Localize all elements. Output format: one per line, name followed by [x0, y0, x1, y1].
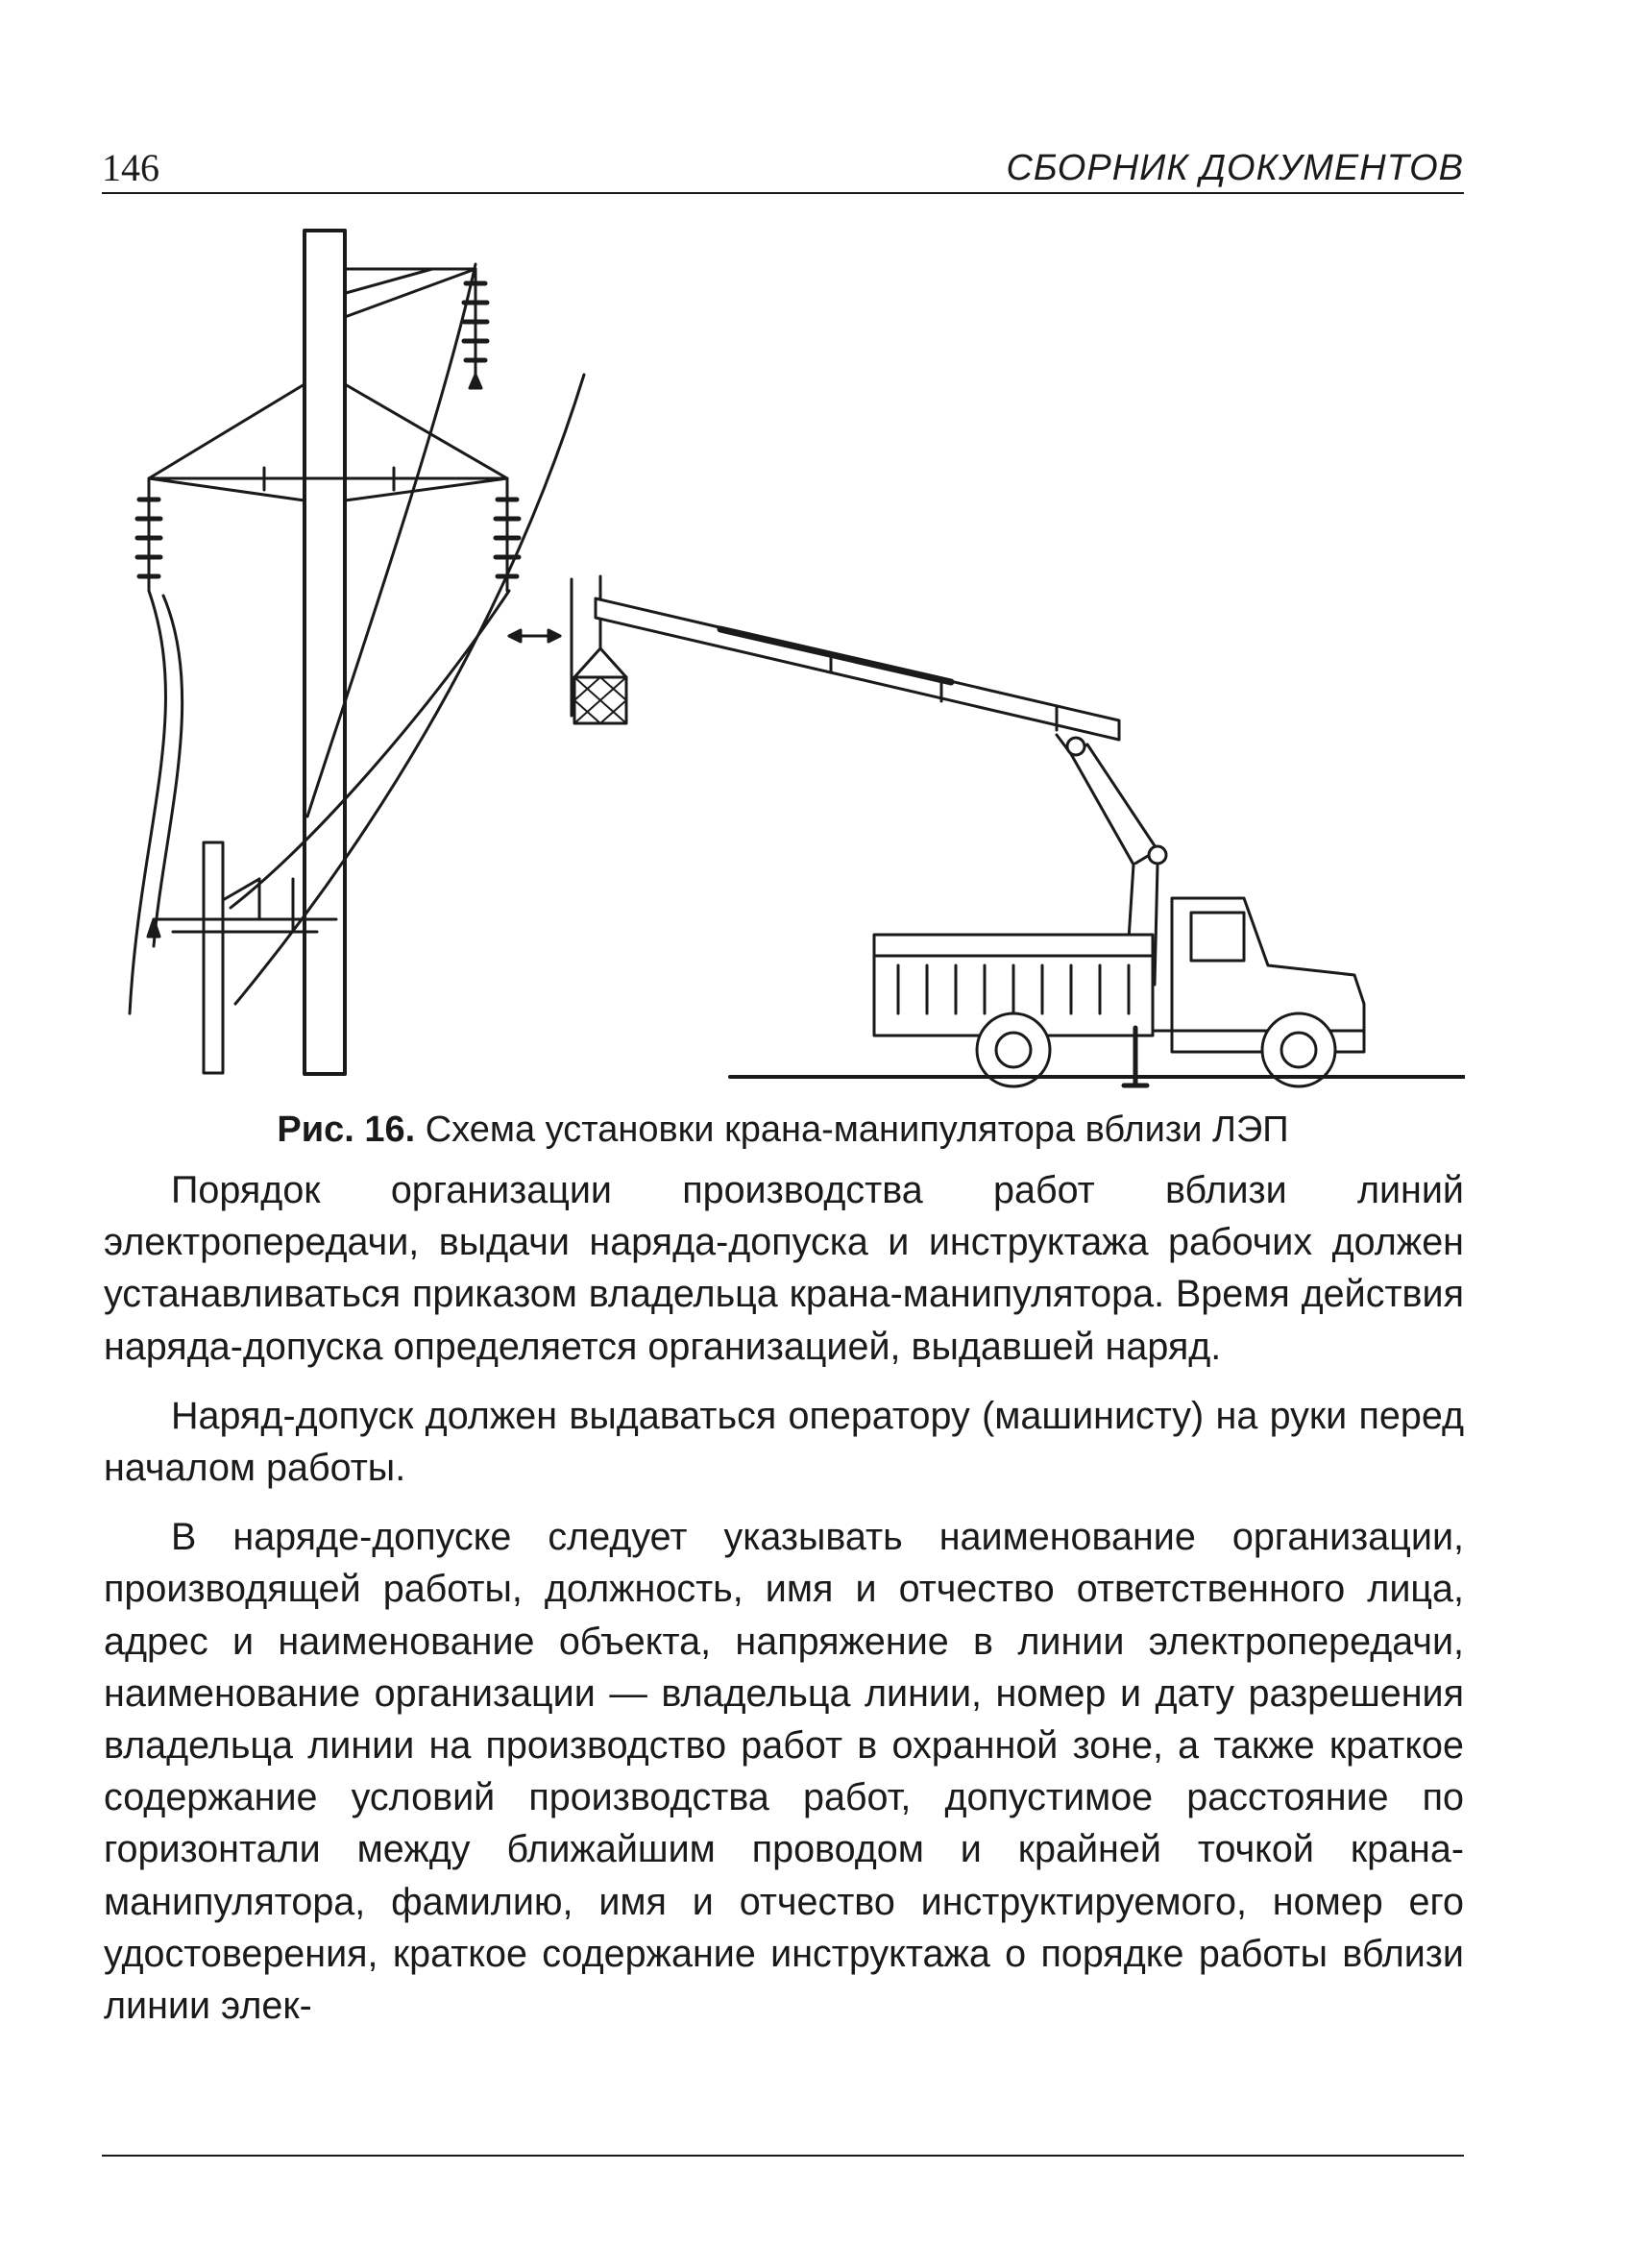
- paragraph: В наряде-допуске следует указывать наименование организации, производящей работы, должность, имя и отчество ответственного лица, адрес и наименование объекта, напряжение в линии электропередачи, наименование организации — владельца линии, номер и дату разрешения владельца линии на производство работ в охранной зоне, а также краткое содержание условий производства работ, допустимое расстояние по горизонтали между ближайшим проводом и крайней точкой крана-манипулятора, фамилию, имя и отчество инструктируемого, номер его удостоверения, краткое содержание инструктажа о порядке работы вблизи линии элек-: [104, 1516, 1464, 2028]
- clearance-arrow: [509, 630, 560, 642]
- top-crossarm: [345, 269, 487, 388]
- crane-boom: [596, 598, 1166, 985]
- figure-label: Рис. 16.: [277, 1110, 416, 1150]
- paragraph: Наряд-допуск должен выдаваться оператору (машинисту) на руки перед началом работы.: [104, 1394, 1464, 1490]
- header-rule: [102, 192, 1464, 194]
- running-head: СБОРНИК ДОКУМЕНТОВ: [1006, 148, 1464, 188]
- body-text: [104, 1164, 1464, 2049]
- footer-rule: [102, 2155, 1464, 2157]
- truck: [730, 898, 1465, 1086]
- crane-diagram: [115, 216, 1465, 1100]
- figure-caption-text: Схема установки крана-манипулятора вблизи ЛЭП: [425, 1110, 1289, 1150]
- power-line-pole: [305, 231, 345, 1074]
- figure-crane-near-power-line: [115, 216, 1465, 1100]
- page-number: 146: [102, 146, 159, 189]
- paragraph: Порядок организации производства работ вблизи линий электропередачи, выдачи наряда-допуска и инструктажа рабочих должен устанавливаться приказом владельца крана-манипулятора. Время действия наряда-допуска определяется организацией, выдавшей наряд.: [104, 1169, 1464, 1368]
- page-header: [102, 144, 1464, 192]
- figure-caption: [102, 1105, 1464, 1155]
